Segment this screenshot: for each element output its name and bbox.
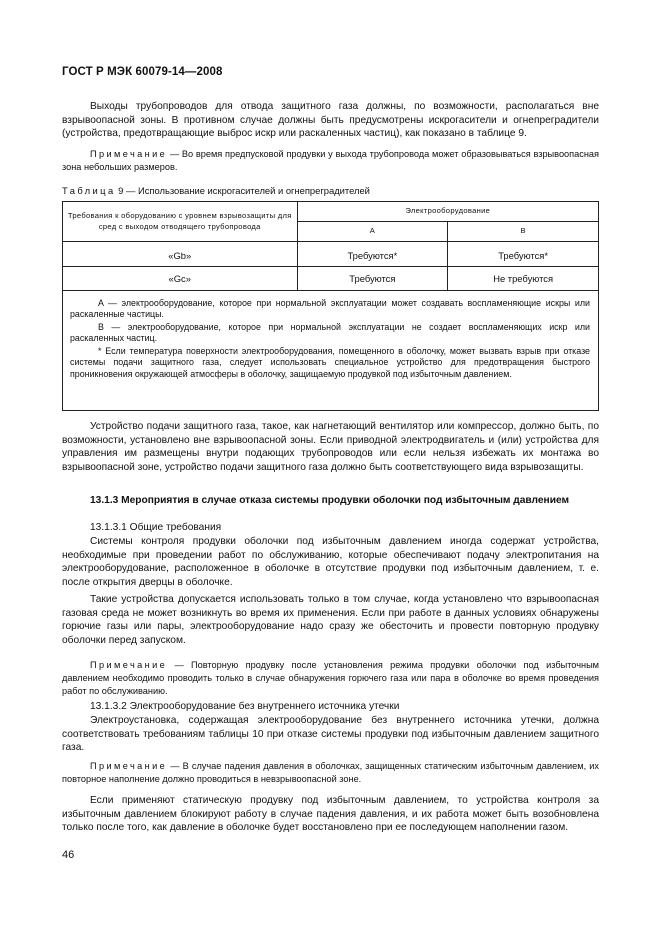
table-row [63,267,599,291]
subsection-13-1-3-1-title: 13.1.3.1 Общие требования [90,522,222,533]
table-header-b: B [448,222,599,242]
table-note-star: * Если температура поверхности электрооборудования, помещенного в оболочку, может вызвать взрыв при отказе системы подачи защитного газа, следует использовать специальное устройство для предотвращения быстрого проникновения окружающей атмосферы в оболочку, защищаемую продувкой под избыточным давлением. [70,346,590,379]
row-value-a: Требуются* [297,246,448,267]
table-header-a: A [297,222,448,242]
row-value-a: Требуются [297,267,448,291]
supply-paragraph: Устройство подачи защитного газа, такое, как нагнетающий вентилятор или компрессор, должно быть, по возможности, установлено вне взрывоопасной зоны. Если приводной электродвигатель и (или) устройства для управления им размещены внутри подающих трубопроводов или если нельзя избежать их монтажа во взрывоопасной зоне, устройство подачи защитного газа должно быть соответствующего вида взрывозащиты. [62,421,599,473]
table-note-a: A — электрооборудование, которое при нормальной эксплуатации может создавать воспламеняющие искры или раскаленные частицы. [70,298,590,320]
note-label: Примечание [90,149,168,159]
row-value-b: Требуются* [448,246,599,267]
note-text: — Повторную продувку после установления режима продувки оболочки под избыточным давлением необходимо проводить только в случае обнаружения горючего газа или пара в оболочке во время проведения работ по обслуживанию. [62,660,599,696]
table-caption [62,185,370,196]
table-header-equipment: Электрооборудование [297,202,598,222]
row-requirement: «Gb» [63,246,298,267]
general-requirements-paragraph: Системы контроля продувки оболочки под избыточным давлением иногда содержат устройства, необходимые при проведении работ по обслуживанию, которые обеспечивают подачу электропитания на электрооборудование, расположенное в оболочке в отсутствие продувки под избыточным давлением, т. е. после открытия дверцы в оболочке. [62,536,599,588]
no-leak-paragraph: Электроустановка, содержащая электрооборудование без внутреннего источника утечки, должна соответствовать требованиям таблицы 10 при отказе системы продувки под избыточным давлением защитного газа. [62,715,599,754]
intro-note [62,148,599,174]
subsection-13-1-3-2-title: 13.1.3.2 Электрооборудование без внутреннего источника утечки [90,701,400,712]
note-label: Примечание [90,660,168,670]
section-13-1-3-heading: 13.1.3 Мероприятия в случае отказа системы продувки оболочки под избыточным давлением [90,495,570,506]
intro-paragraph: Выходы трубопроводов для отвода защитного газа должны, по возможности, располагаться вне взрывоопасной зоны. В противном случае должны быть предусмотрены искрогасители и огнепреградители (устройства, предотвращающие выброс искр или раскаленных частиц), как показано в таблице 9. [62,101,599,140]
note-text: — В случае падения давления в оболочках, защищенных статическим избыточным давлением, их повторное наполнение должно проводиться в невзрывоопасной зоне. [62,761,599,784]
table-row [63,246,599,267]
page-number: 46 [62,849,75,861]
table-9 [62,201,599,291]
repurge-note [62,659,599,697]
static-purge-paragraph: Если применяют статическую продувку под избыточным давлением, то устройства контроля за избыточным давлением блокируют работу в случае падения давления, и их работа может быть возобновлена только после того, как давление в оболочке будет восстановлено при ее последующем наполнении газом. [62,795,599,834]
note-label: Примечание [90,761,168,771]
table-caption-label: Таблица [62,185,116,196]
row-value-b: Не требуются [448,267,599,291]
note-text: — Во время предпусковой продувки у выхода трубопровода может образовываться взрывоопасная зона небольших размеров. [62,149,599,172]
pressure-drop-note [62,760,599,786]
devices-paragraph: Такие устройства допускается использовать только в том случае, когда установлено что взрывоопасная газовая среда не может возникнуть во время их применения. Если при работе в данных условиях обнаружены горючие газы или пары, электрооборудование надо сразу же обесточить и провести повторную продувку оболочки перед запуском. [62,594,599,646]
table-caption-text: 9 — Использование искрогасителей и огнепреградителей [115,185,370,196]
table-header-requirements: Требования к оборудованию с уровнем взрывозащиты для сред с выходом отводящего трубопровода [63,202,298,242]
row-requirement: «Gc» [63,267,298,291]
standard-title: ГОСТ Р МЭК 60079-14—2008 [62,66,223,78]
table-note-b: B — электрооборудование, которое при нормальной эксплуатации не создает воспламеняющих искр или раскаленных частиц. [70,322,590,344]
